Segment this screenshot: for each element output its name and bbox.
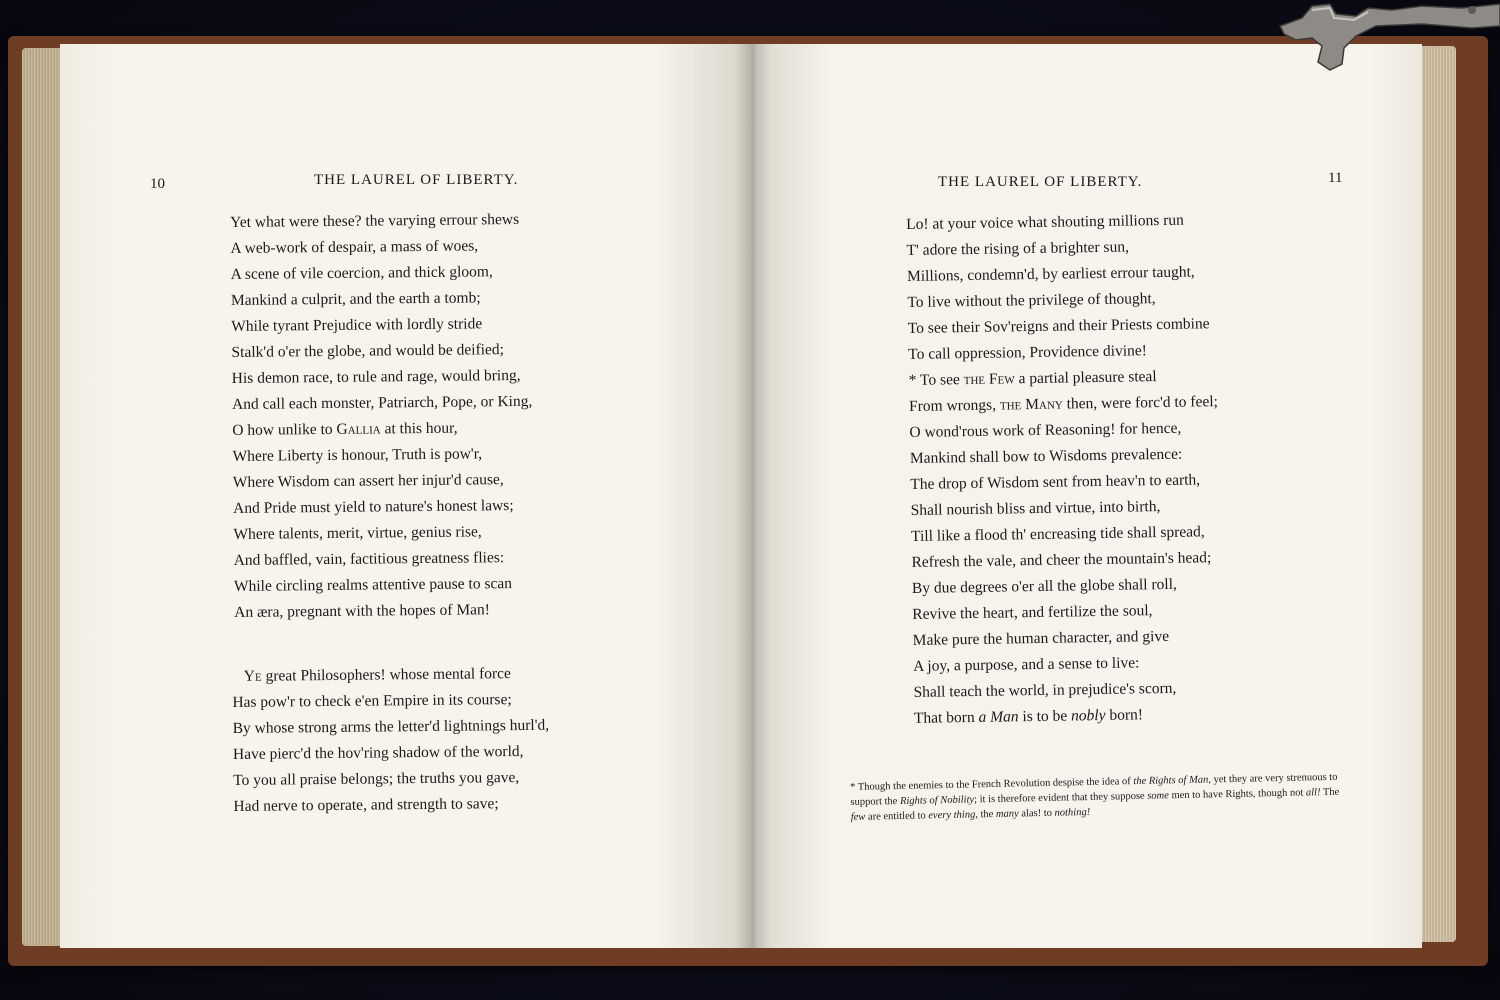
- ye-smallcaps: Ye: [243, 667, 262, 685]
- verse-line: Had nerve to operate, and strength to save;: [233, 795, 499, 815]
- metal-clip-icon: [1272, 0, 1500, 72]
- verse-line: Shall nourish bliss and virtue, into birth,: [910, 498, 1161, 519]
- verse-line: Where talents, merit, virtue, genius rise,: [233, 523, 482, 543]
- page-edges-right: [1416, 46, 1456, 942]
- verse-line: Where Liberty is honour, Truth is pow'r,: [232, 445, 483, 465]
- verse-line: To you all praise belongs; the truths you gave,: [233, 768, 520, 789]
- left-stanza-2: [232, 661, 550, 820]
- verse-line: T' adore the rising of a brighter sun,: [906, 238, 1130, 259]
- verse-line: While circling realms attentive pause to scan: [233, 575, 513, 595]
- verse-line: Shall teach the world, in prejudice's scorn,: [913, 679, 1177, 701]
- verse-line: Yet what were these? the varying errour shews: [230, 210, 520, 231]
- verse-line: To call oppression, Providence divine!: [908, 342, 1148, 363]
- verse-line: To see their Sov'reigns and their Priests combine: [907, 315, 1210, 337]
- verse-line: Mankind a culprit, and the earth a tomb;: [230, 289, 481, 309]
- verse-line: Millions, condemn'd, by earliest errour taught,: [906, 263, 1195, 285]
- verse-line: Has pow'r to check e'en Empire in its course;: [232, 691, 512, 711]
- verse-line: A scene of vile coercion, and thick gloom,: [230, 263, 493, 283]
- running-head-left: THE LAUREL OF LIBERTY.: [314, 172, 519, 188]
- left-stanza-1: [230, 207, 535, 626]
- verse-line: An æra, pregnant with the hopes of Man!: [234, 601, 490, 621]
- the-many-smallcaps: the Many: [999, 395, 1063, 414]
- verse-line: To live without the privilege of thought,: [907, 290, 1156, 311]
- verse-line: Refresh the vale, and cheer the mountain's head;: [911, 549, 1212, 571]
- verse-line: Revive the heart, and fertilize the soul,: [912, 602, 1153, 623]
- verse-line: His demon race, to rule and rage, would bring,: [231, 366, 521, 387]
- a-man-italic: a Man: [978, 708, 1019, 726]
- footnote: * Though the enemies to the French Revolution despise the idea of the Rights of Man, yet they are very strenuous to support the Rights of Nobility; it is therefore evident that they suppose some men to have Rights, though not all! The few are entitled to every thing, the many alas! to nothing!: [850, 771, 1340, 823]
- nobly-italic: nobly: [1070, 706, 1106, 725]
- verse-line: Have pierc'd the hov'ring shadow of the world,: [232, 742, 524, 763]
- verse-line: Lo! at your voice what shouting millions run: [906, 211, 1184, 233]
- gutter-shadow: [736, 44, 770, 948]
- verse-line: And baffled, vain, factitious greatness flies:: [233, 549, 505, 569]
- verse-line: By whose strong arms the letter'd lightnings hurl'd,: [232, 716, 550, 737]
- gallia-smallcaps: Gallia: [336, 420, 381, 438]
- verse-line: And call each monster, Patriarch, Pope, or King,: [231, 392, 533, 413]
- verse-line: And Pride must yield to nature's honest laws;: [233, 497, 514, 517]
- left-page: [60, 44, 752, 948]
- the-few-smallcaps: the Few: [963, 370, 1015, 389]
- verse-line: A joy, a purpose, and a sense to live:: [913, 654, 1140, 675]
- verse-line: Mankind shall bow to Wisdoms prevalence:: [909, 445, 1183, 467]
- verse-line: The drop of Wisdom sent from heav'n to earth,: [910, 471, 1201, 493]
- page-number-right: 11: [1328, 170, 1343, 186]
- verse-line: Till like a flood th' encreasing tide shall spread,: [910, 523, 1205, 545]
- verse-line: By due degrees o'er all the globe shall roll,: [911, 575, 1177, 597]
- verse-line-gallia: O how unlike to Gallia at this hour,: [232, 419, 458, 439]
- verse-line-many: From wrongs, the Many then, were forc'd to feel;: [908, 393, 1219, 415]
- verse-line-ye: Ye great Philosophers! whose mental force: [243, 665, 511, 685]
- running-head-right: THE LAUREL OF LIBERTY.: [938, 174, 1143, 190]
- verse-line: Where Wisdom can assert her injur'd cause,: [232, 471, 504, 491]
- right-verses: [906, 207, 1223, 732]
- verse-line-few: * To see the Few a partial pleasure steal: [908, 368, 1157, 389]
- verse-line: A web-work of despair, a mass of woes,: [230, 237, 479, 257]
- verse-line: Make pure the human character, and give: [912, 627, 1170, 649]
- verse-line-last: That born a Man is to be nobly born!: [913, 706, 1144, 727]
- verse-line: While tyrant Prejudice with lordly stride: [231, 315, 483, 335]
- verse-line: Stalk'd o'er the globe, and would be deified;: [231, 341, 505, 361]
- page-number-left: 10: [150, 176, 165, 192]
- verse-line: O wond'rous work of Reasoning! for hence,: [909, 419, 1182, 441]
